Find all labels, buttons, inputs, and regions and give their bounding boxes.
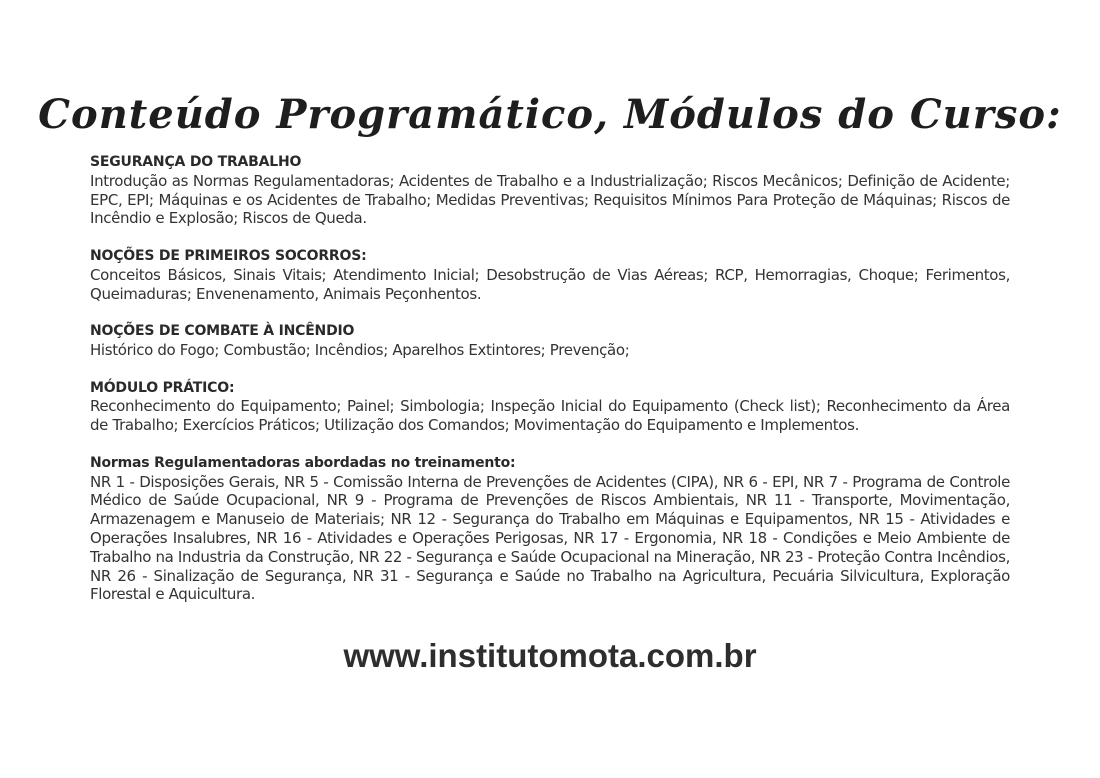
section-heading: NOÇÕES DE PRIMEIROS SOCORROS:	[90, 247, 367, 264]
section-text: Introdução as Normas Regulamentadoras; Acidentes de Trabalho e a Industrialização; Riscos Mecânicos; Definição de Acidente; EPC, EPI; Máquinas e os Acidentes de Trabalho; Medidas Preventivas; Requisitos Mínimos Para Proteção de Máquinas; Riscos de Incêndio e Explosão; Riscos de Queda.	[90, 171, 1010, 228]
course-content	[90, 153, 1010, 623]
section-heading: NOÇÕES DE COMBATE À INCÊNDIO	[90, 323, 355, 340]
section-modulo-pratico	[90, 379, 1010, 435]
page-title: Conteúdo Programático, Módulos do Curso:	[38, 91, 1062, 138]
section-text: Reconhecimento do Equipamento; Painel; Simbologia; Inspeção Inicial do Equipamento (Check list); Reconhecimento da Área de Trabalho; Exercícios Práticos; Utilização dos Comandos; Movimentação do Equipamento e Implementos.	[90, 397, 1010, 435]
section-text: NR 1 - Disposições Gerais, NR 5 - Comissão Interna de Prevenções de Acidentes (CIPA), NR 6 - EPI, NR 7 - Programa de Controle Médico de Saúde Ocupacional, NR 9 - Programa de Prevenções de Riscos Ambientais, NR 11 - Transporte, Movimentação, Armazenagem e Manuseio de Materiais; NR 12 - Segurança do Trabalho em Máquinas e Equipamentos, NR 15 - Atividades e Operações Insalubres, NR 16 - Atividades e Operações Perigosas, NR 17 - Ergonomia, NR 18 - Condições e Meio Ambiente de Trabalho na Industria da Construção, NR 22 - Segurança e Saúde Ocupacional na Mineração, NR 23 - Proteção Contra Incêndios, NR 26 - Sinalização de Segurança, NR 31 - Segurança e Saúde no Trabalho na Agricultura, Pecuária Silvicultura, Exploração Florestal e Aquicultura.	[90, 472, 1010, 604]
section-text: Conceitos Básicos, Sinais Vitais; Atendimento Inicial; Desobstrução de Vias Aéreas; RCP, Hemorragias, Choque; Ferimentos, Queimaduras; Envenenamento, Animais Peçonhentos.	[90, 265, 1010, 303]
website-url: www.institutomota.com.br	[343, 637, 757, 674]
section-primeiros-socorros	[90, 247, 1010, 303]
section-combate-incendio	[90, 322, 1010, 360]
section-seguranca-do-trabalho	[90, 153, 1010, 228]
section-heading: Normas Regulamentadoras abordadas no treinamento:	[90, 454, 516, 471]
section-normas-regulamentadoras	[90, 454, 1010, 604]
section-text: Histórico do Fogo; Combustão; Incêndios; Aparelhos Extintores; Prevenção;	[90, 340, 630, 359]
section-heading: SEGURANÇA DO TRABALHO	[90, 154, 302, 170]
section-heading: MÓDULO PRÁTICO:	[90, 379, 235, 396]
